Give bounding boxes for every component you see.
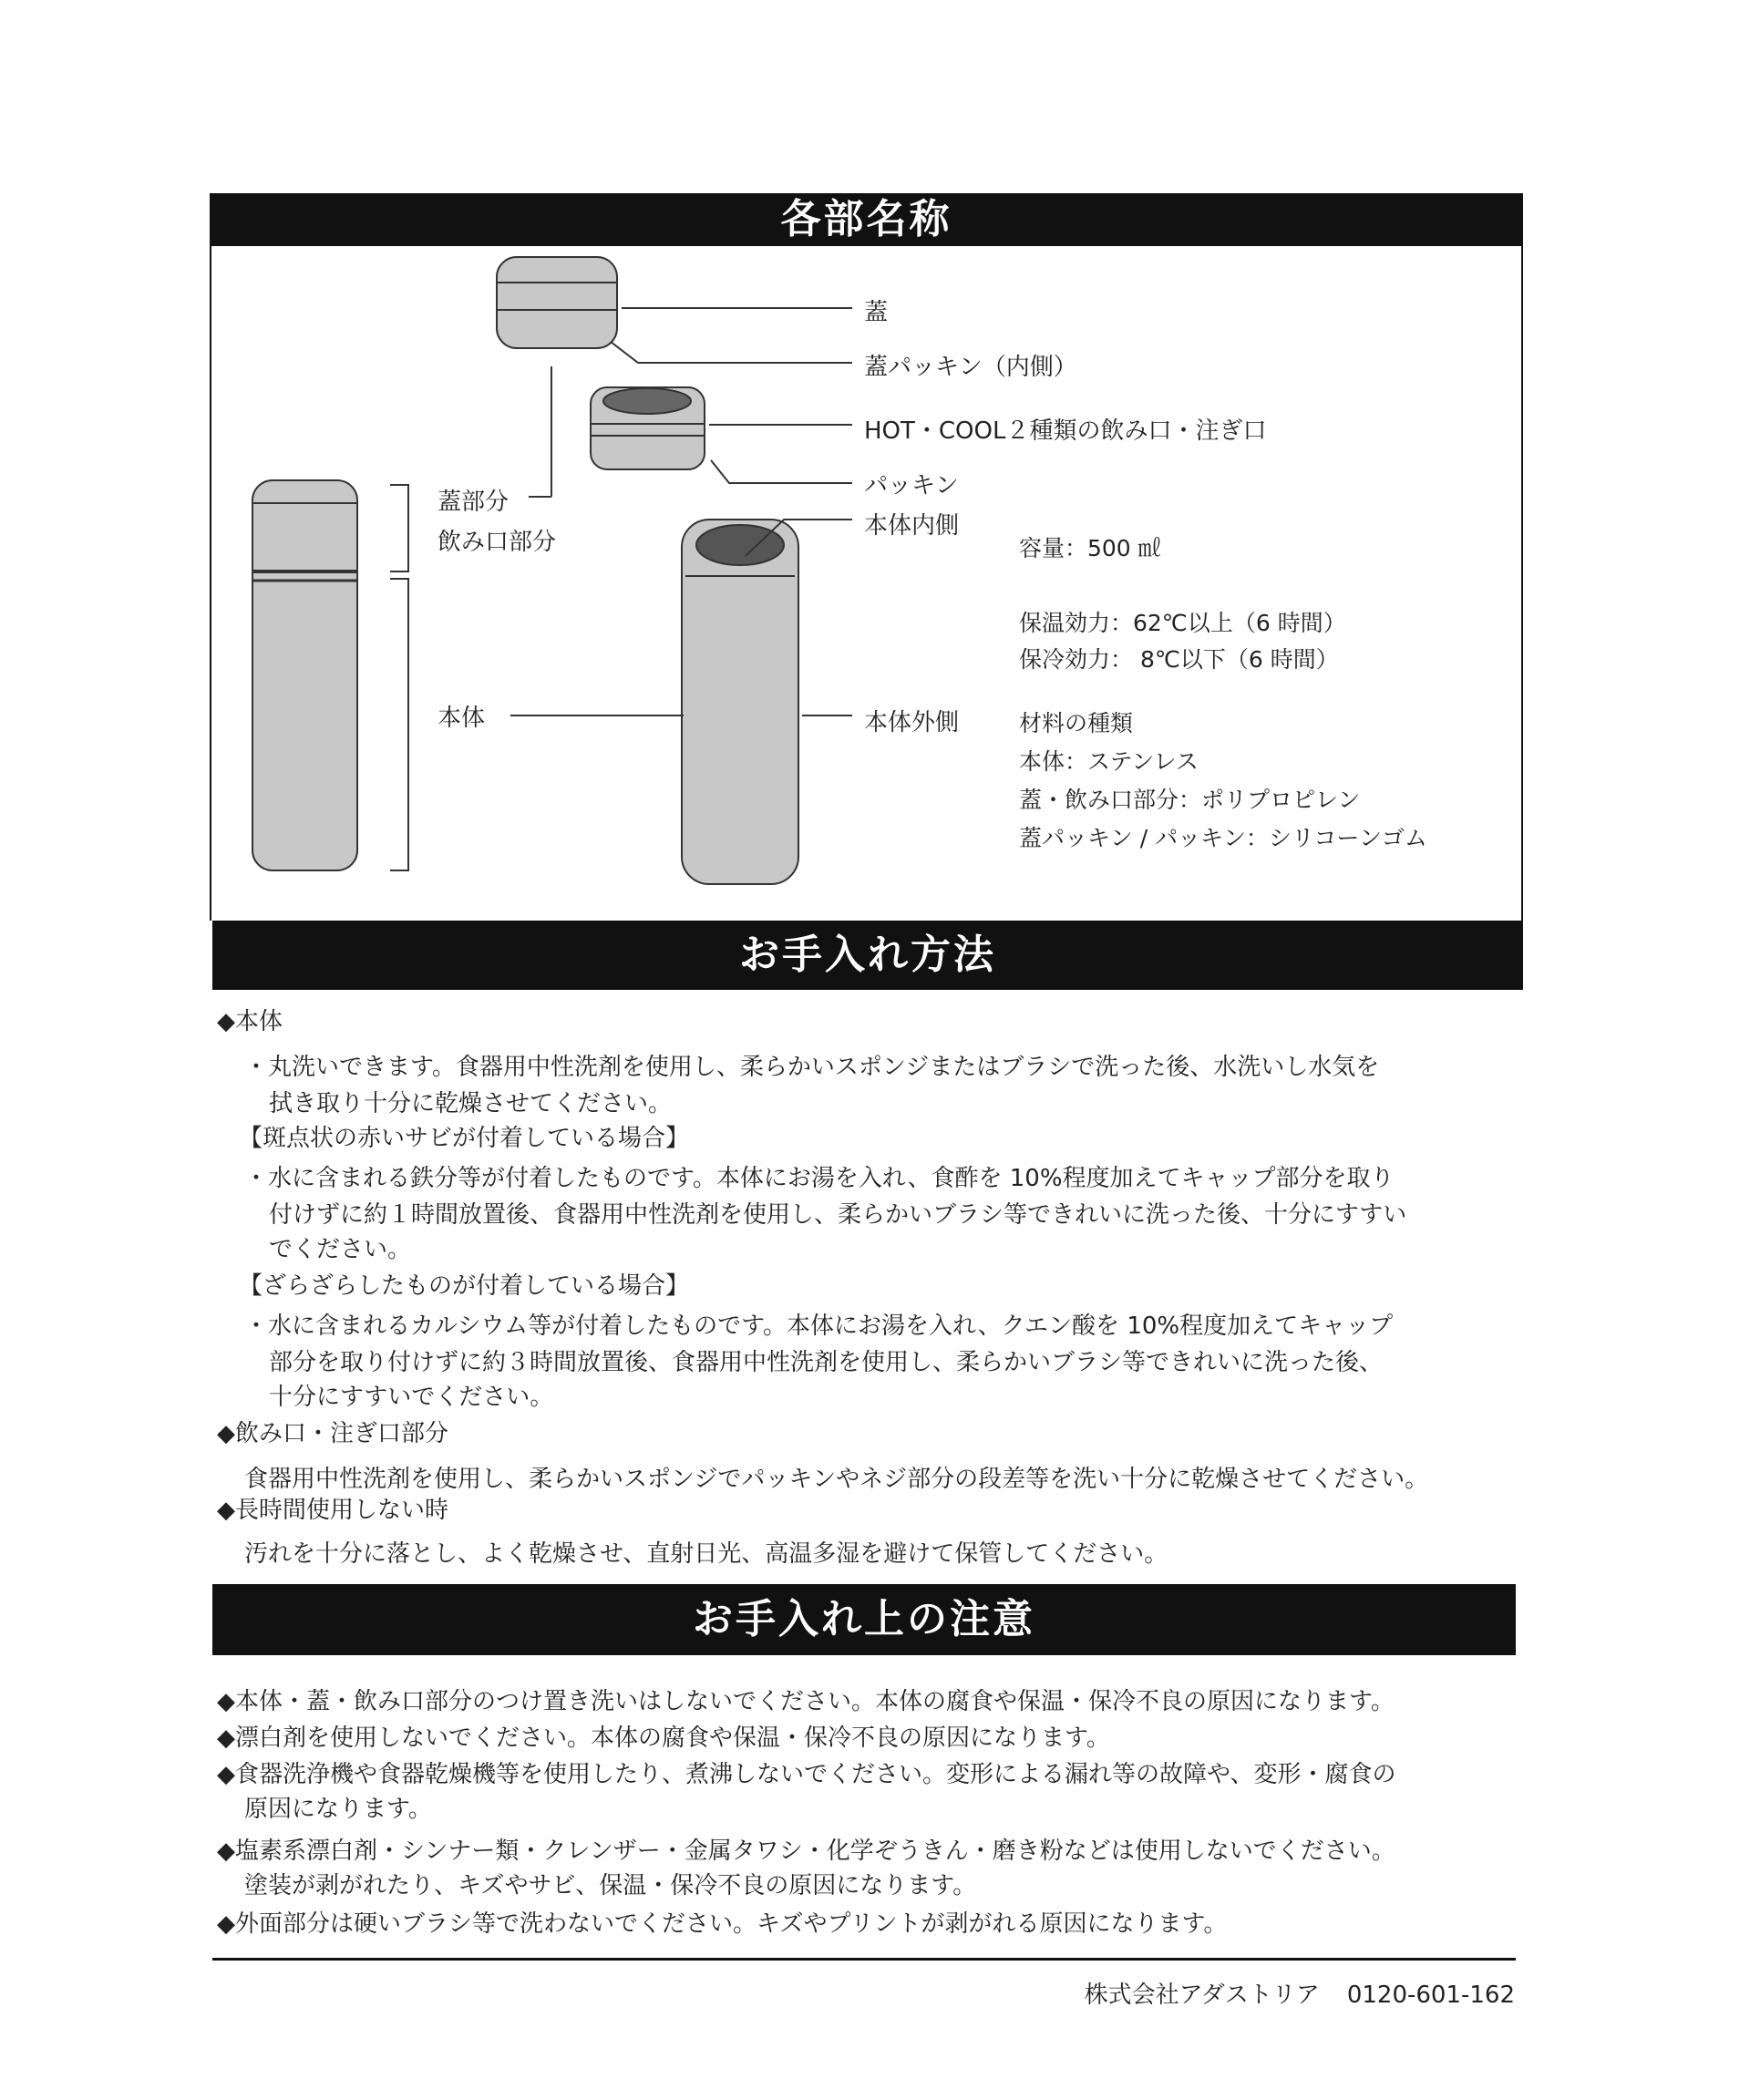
spec-heat-retention: 保温効力：62℃以上（6 時間） <box>1019 610 1346 636</box>
spec-capacity: 容量：500 ㎖ <box>1019 535 1161 561</box>
label-body-outer: 本体外側 <box>864 709 960 736</box>
caution-item: ◆ 外面部分は硬いブラシ等で洗わないでください。キズやプリントが剥がれる原因になります。 <box>217 1905 1227 1939</box>
care-text: ・水に含まれるカルシウム等が付着したものです。本体にお湯を入れ、クエン酸を 10%程度加えてキャップ <box>244 1312 1394 1340</box>
section-title-care: お手入れ方法 <box>212 921 1523 990</box>
caution-item-continued: 原因になります。 <box>244 1796 432 1823</box>
section-title-caution: お手入れ上の注意 <box>212 1584 1516 1655</box>
care-text: 汚れを十分に落とし、よく乾燥させ、直射日光、高温多湿を避けて保管してください。 <box>244 1540 1168 1568</box>
label-spout: HOT・COOL２種類の飲み口・注ぎ口 <box>864 417 1267 445</box>
care-text: 十分にすすいでください。 <box>269 1384 554 1411</box>
footer <box>1057 1976 1515 2010</box>
bottle-diagram <box>0 0 1750 921</box>
care-text: ・水に含まれる鉄分等が付着したものです。本体にお湯を入れ、食酢を 10%程度加えてキャップ部分を取り <box>244 1165 1395 1192</box>
label-lid: 蓋 <box>864 299 889 326</box>
caution-item: ◆ 食器洗浄機や食器乾燥機等を使用したり、煮沸しないでください。変形による漏れ等の故障や、変形・腐食の <box>217 1755 1395 1789</box>
spec-material-packing: 蓋パッキン / パッキン：シリコーンゴム <box>1019 825 1427 851</box>
caution-item: ◆ 塩素系漂白剤・シンナー類・クレンザー・金属タワシ・化学ぞうきん・磨き粉などは使用しないでください。 <box>217 1832 1395 1866</box>
care-text: 部分を取り付けずに約３時間放置後、食器用中性洗剤を使用し、柔らかいブラシ等できれいに洗った後、 <box>269 1349 1384 1376</box>
care-text: ・丸洗いできます。食器用中性洗剤を使用し、柔らかいスポンジまたはブラシで洗った後、水洗いし水気を <box>244 1054 1380 1081</box>
care-text: 付けずに約１時間放置後、食器用中性洗剤を使用し、柔らかいブラシ等できれいに洗った後、十分にすすい <box>269 1201 1407 1229</box>
care-text: でください。 <box>269 1236 412 1263</box>
lid-illustration <box>497 257 617 348</box>
spec-materials-heading: 材料の種類 <box>1019 710 1134 736</box>
assembled-bottle-illustration <box>252 480 357 870</box>
care-text: 食器用中性洗剤を使用し、柔らかいスポンジでパッキンやネジ部分の段差等を洗い十分に乾燥させてください。 <box>244 1466 1429 1493</box>
caution-item: ◆ 漂白剤を使用しないでください。本体の腐食や保温・保冷不良の原因になります。 <box>217 1719 1110 1753</box>
label-packing: パッキン <box>864 472 959 499</box>
spout-illustration <box>591 387 705 469</box>
footer-rule <box>212 1958 1516 1961</box>
section-title-parts: 各部名称 <box>210 193 1523 246</box>
label-body-inner: 本体内側 <box>864 512 960 540</box>
open-bottle-illustration <box>682 520 798 884</box>
care-rust-heading: 【斑点状の赤いサビが付着している場合】 <box>239 1125 690 1152</box>
spec-material-body: 本体：ステンレス <box>1019 748 1199 775</box>
care-mouth-heading: ◆ 飲み口・注ぎ口部分 <box>217 1415 448 1448</box>
label-mouth-part: 飲み口部分 <box>438 529 557 556</box>
label-body: 本体 <box>438 705 486 732</box>
footer-phone: 0120-601-162 <box>1346 1982 1515 2009</box>
label-lid-part: 蓋部分 <box>438 489 510 516</box>
spec-cold-retention: 保冷効力： 8℃以下（6 時間） <box>1019 646 1339 673</box>
caution-item-continued: 塗装が剥がれたり、キズやサビ、保温・保冷不良の原因になります。 <box>244 1872 977 1899</box>
care-storage-heading: ◆ 長時間使用しない時 <box>217 1491 448 1525</box>
footer-company: 株式会社アダストリア <box>1084 1982 1320 2009</box>
caution-item: ◆ 本体・蓋・飲み口部分のつけ置き洗いはしないでください。本体の腐食や保温・保冷不良の原因になります。 <box>217 1683 1395 1716</box>
spec-material-lid: 蓋・飲み口部分：ポリプロピレン <box>1019 787 1361 813</box>
care-text: 拭き取り十分に乾燥させてください。 <box>269 1090 673 1117</box>
care-body-heading: ◆ 本体 <box>217 1003 283 1036</box>
label-lid-packing: 蓋パッキン（内側） <box>864 354 1077 381</box>
care-scale-heading: 【ざらざらしたものが付着している場合】 <box>239 1272 690 1300</box>
